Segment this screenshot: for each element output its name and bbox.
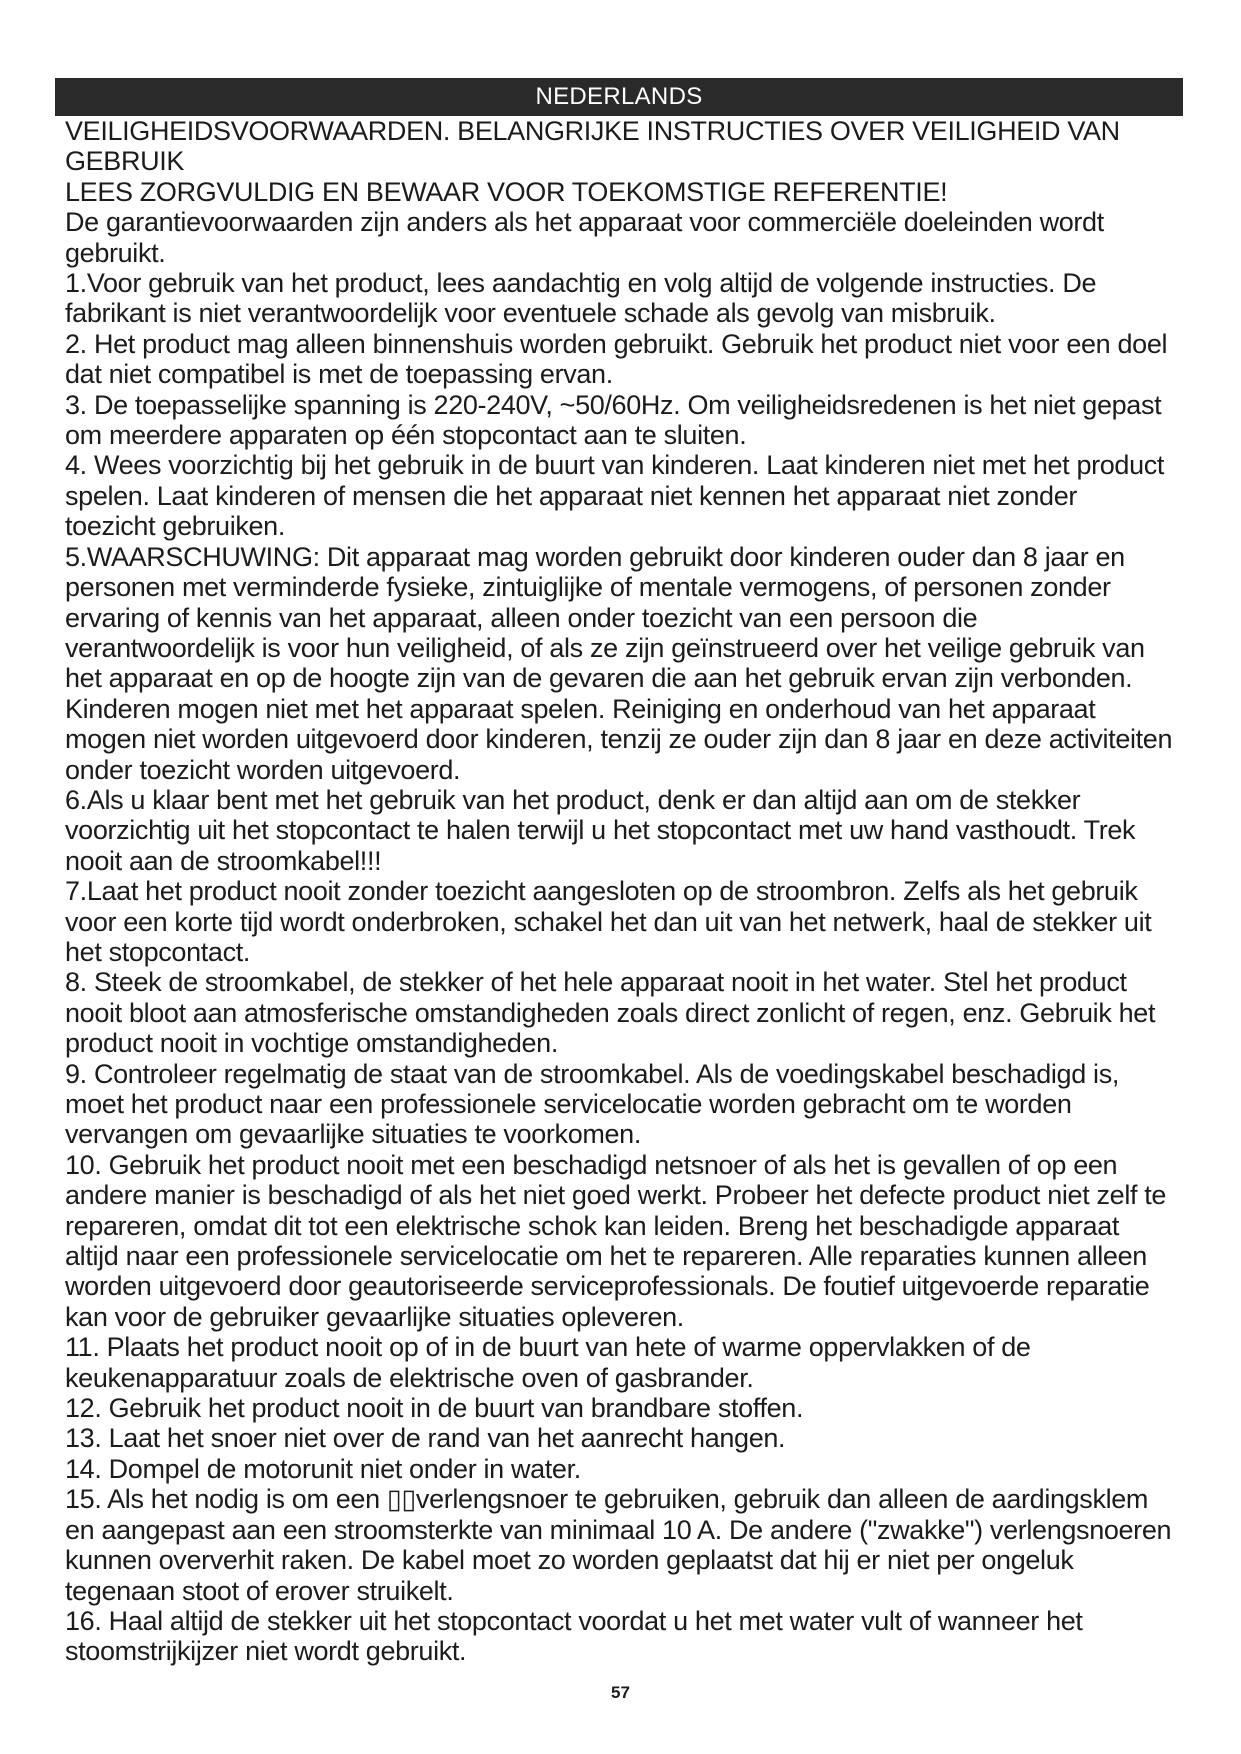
instruction-item-4: 4. Wees voorzichtig bij het gebruik in de buurt van kinderen. Laat kinderen niet met het product spelen. Laat kinderen of mensen die het apparaat niet kennen het apparaat niet zonder toezicht gebruiken. xyxy=(65,450,1165,542)
instruction-item-16: 16. Haal altijd de stekker uit het stopcontact voordat u het met water vult of wanneer het stoomstrijkijzer niet wordt gebruikt. xyxy=(65,1605,1083,1667)
page-number: 57 xyxy=(611,1683,630,1702)
instruction-item-12: 12. Gebruik het product nooit in de buurt van brandbare stoffen. xyxy=(65,1393,804,1424)
instruction-item-2: 2. Het product mag alleen binnenshuis worden gebruikt. Gebruik het product niet voor een doel dat niet compatibel is met de toepassing ervan. xyxy=(65,328,1168,390)
instruction-item-8: 8. Steek de stroomkabel, de stekker of het hele apparaat nooit in het water. Stel het product nooit bloot aan atmosferische omstandigheden zoals direct zonlicht of regen, enz. Gebruik het product nooit in vochtige omstandigheden. xyxy=(65,967,1156,1059)
instruction-item-10: 10. Gebruik het product nooit met een beschadigd netsnoer of als het is gevallen of op een andere manier is beschadigd of als het niet goed werkt. Probeer het defecte product niet zelf te repareren, omdat dit tot een elektrische schok kan leiden. Breng het beschadigde apparaat altijd naar een professionele servicelocatie om het te repareren. Alle reparaties kunnen alleen worden uitgevoerd door geautoriseerde serviceprofessionals. De foutief uitgevoerde reparatie kan voor de gebruiker gevaarlijke situaties opleveren. xyxy=(65,1149,1167,1332)
safety-subtitle: LEES ZORGVULDIG EN BEWAAR VOOR TOEKOMSTIGE REFERENTIE! xyxy=(65,176,948,207)
instruction-item-3: 3. De toepasselijke spanning is 220-240V, ~50/60Hz. Om veiligheidsredenen is het niet gepast om meerdere apparaten op één stopcontact aan te sluiten. xyxy=(65,389,1162,451)
instruction-item-5: 5.WAARSCHUWING: Dit apparaat mag worden gebruikt door kinderen ouder dan 8 jaar en personen met verminderde fysieke, zintuiglijke of mentale vermogens, of personen zonder ervaring of kennis van het apparaat, alleen onder toezicht van een persoon die verantwoordelijk is voor hun veiligheid, of als ze zijn geïnstrueerd over het veilige gebruik van het apparaat en op de hoogte zijn van de gevaren die aan het gebruik ervan zijn verbonden. Kinderen mogen niet met het apparaat spelen. Reiniging en onderhoud van het apparaat mogen niet worden uitgevoerd door kinderen, tenzij ze ouder zijn dan 8 jaar en deze activiteiten onder toezicht worden uitgevoerd. xyxy=(65,541,1173,785)
safety-title: VEILIGHEIDSVOORWAARDEN. BELANGRIJKE INSTRUCTIES OVER VEILIGHEID VAN GEBRUIK xyxy=(65,116,1120,177)
document-body xyxy=(55,116,1183,1667)
instruction-item-15: 15. Als het nodig is om een ▯▯verlengsnoer te gebruiken, gebruik dan alleen de aardingsklem en aangepast aan een stroomsterkte van minimaal 10 A. De andere ("zwakke") verlengsnoeren kunnen oververhit raken. De kabel moet zo worden geplaatst dat hij er niet per ongeluk tegenaan stoot of erover struikelt. xyxy=(65,1484,1172,1606)
instruction-item-1: 1.Voor gebruik van het product, lees aandachtig en volg altijd de volgende instructies. De fabrikant is niet verantwoordelijk voor eventuele schade als gevolg van misbruik. xyxy=(65,268,1097,329)
instruction-item-6: 6.Als u klaar bent met het gebruik van het product, denk er dan altijd aan om de stekker voorzichtig uit het stopcontact te halen terwijl u het stopcontact met uw hand vasthoudt. Trek nooit aan de stroomkabel!!! xyxy=(65,784,1136,876)
instruction-item-9: 9. Controleer regelmatig de staat van de stroomkabel. Als de voedingskabel beschadigd is, moet het product naar een professionele servicelocatie worden gebracht om te worden vervangen om gevaarlijke situaties te voorkomen. xyxy=(65,1058,1119,1150)
language-header-bar: NEDERLANDS xyxy=(55,78,1183,116)
instruction-item-13: 13. Laat het snoer niet over de rand van het aanrecht hangen. xyxy=(65,1423,786,1454)
instruction-item-14: 14. Dompel de motorunit niet onder in water. xyxy=(65,1453,581,1484)
instruction-item-7: 7.Laat het product nooit zonder toezicht aangesloten op de stroombron. Zelfs als het gebruik voor een korte tijd wordt onderbroken, schakel het dan uit van het netwerk, haal de stekker uit het stopcontact. xyxy=(65,876,1152,967)
warranty-intro: De garantievoorwaarden zijn anders als het apparaat voor commerciële doeleinden wordt gebruikt. xyxy=(65,207,1104,268)
document-page xyxy=(55,78,1183,1667)
instruction-item-11: 11. Plaats het product nooit op of in de buurt van hete of warme oppervlakken of de keukenapparatuur zoals de elektrische oven of gasbrander. xyxy=(65,1332,1031,1393)
